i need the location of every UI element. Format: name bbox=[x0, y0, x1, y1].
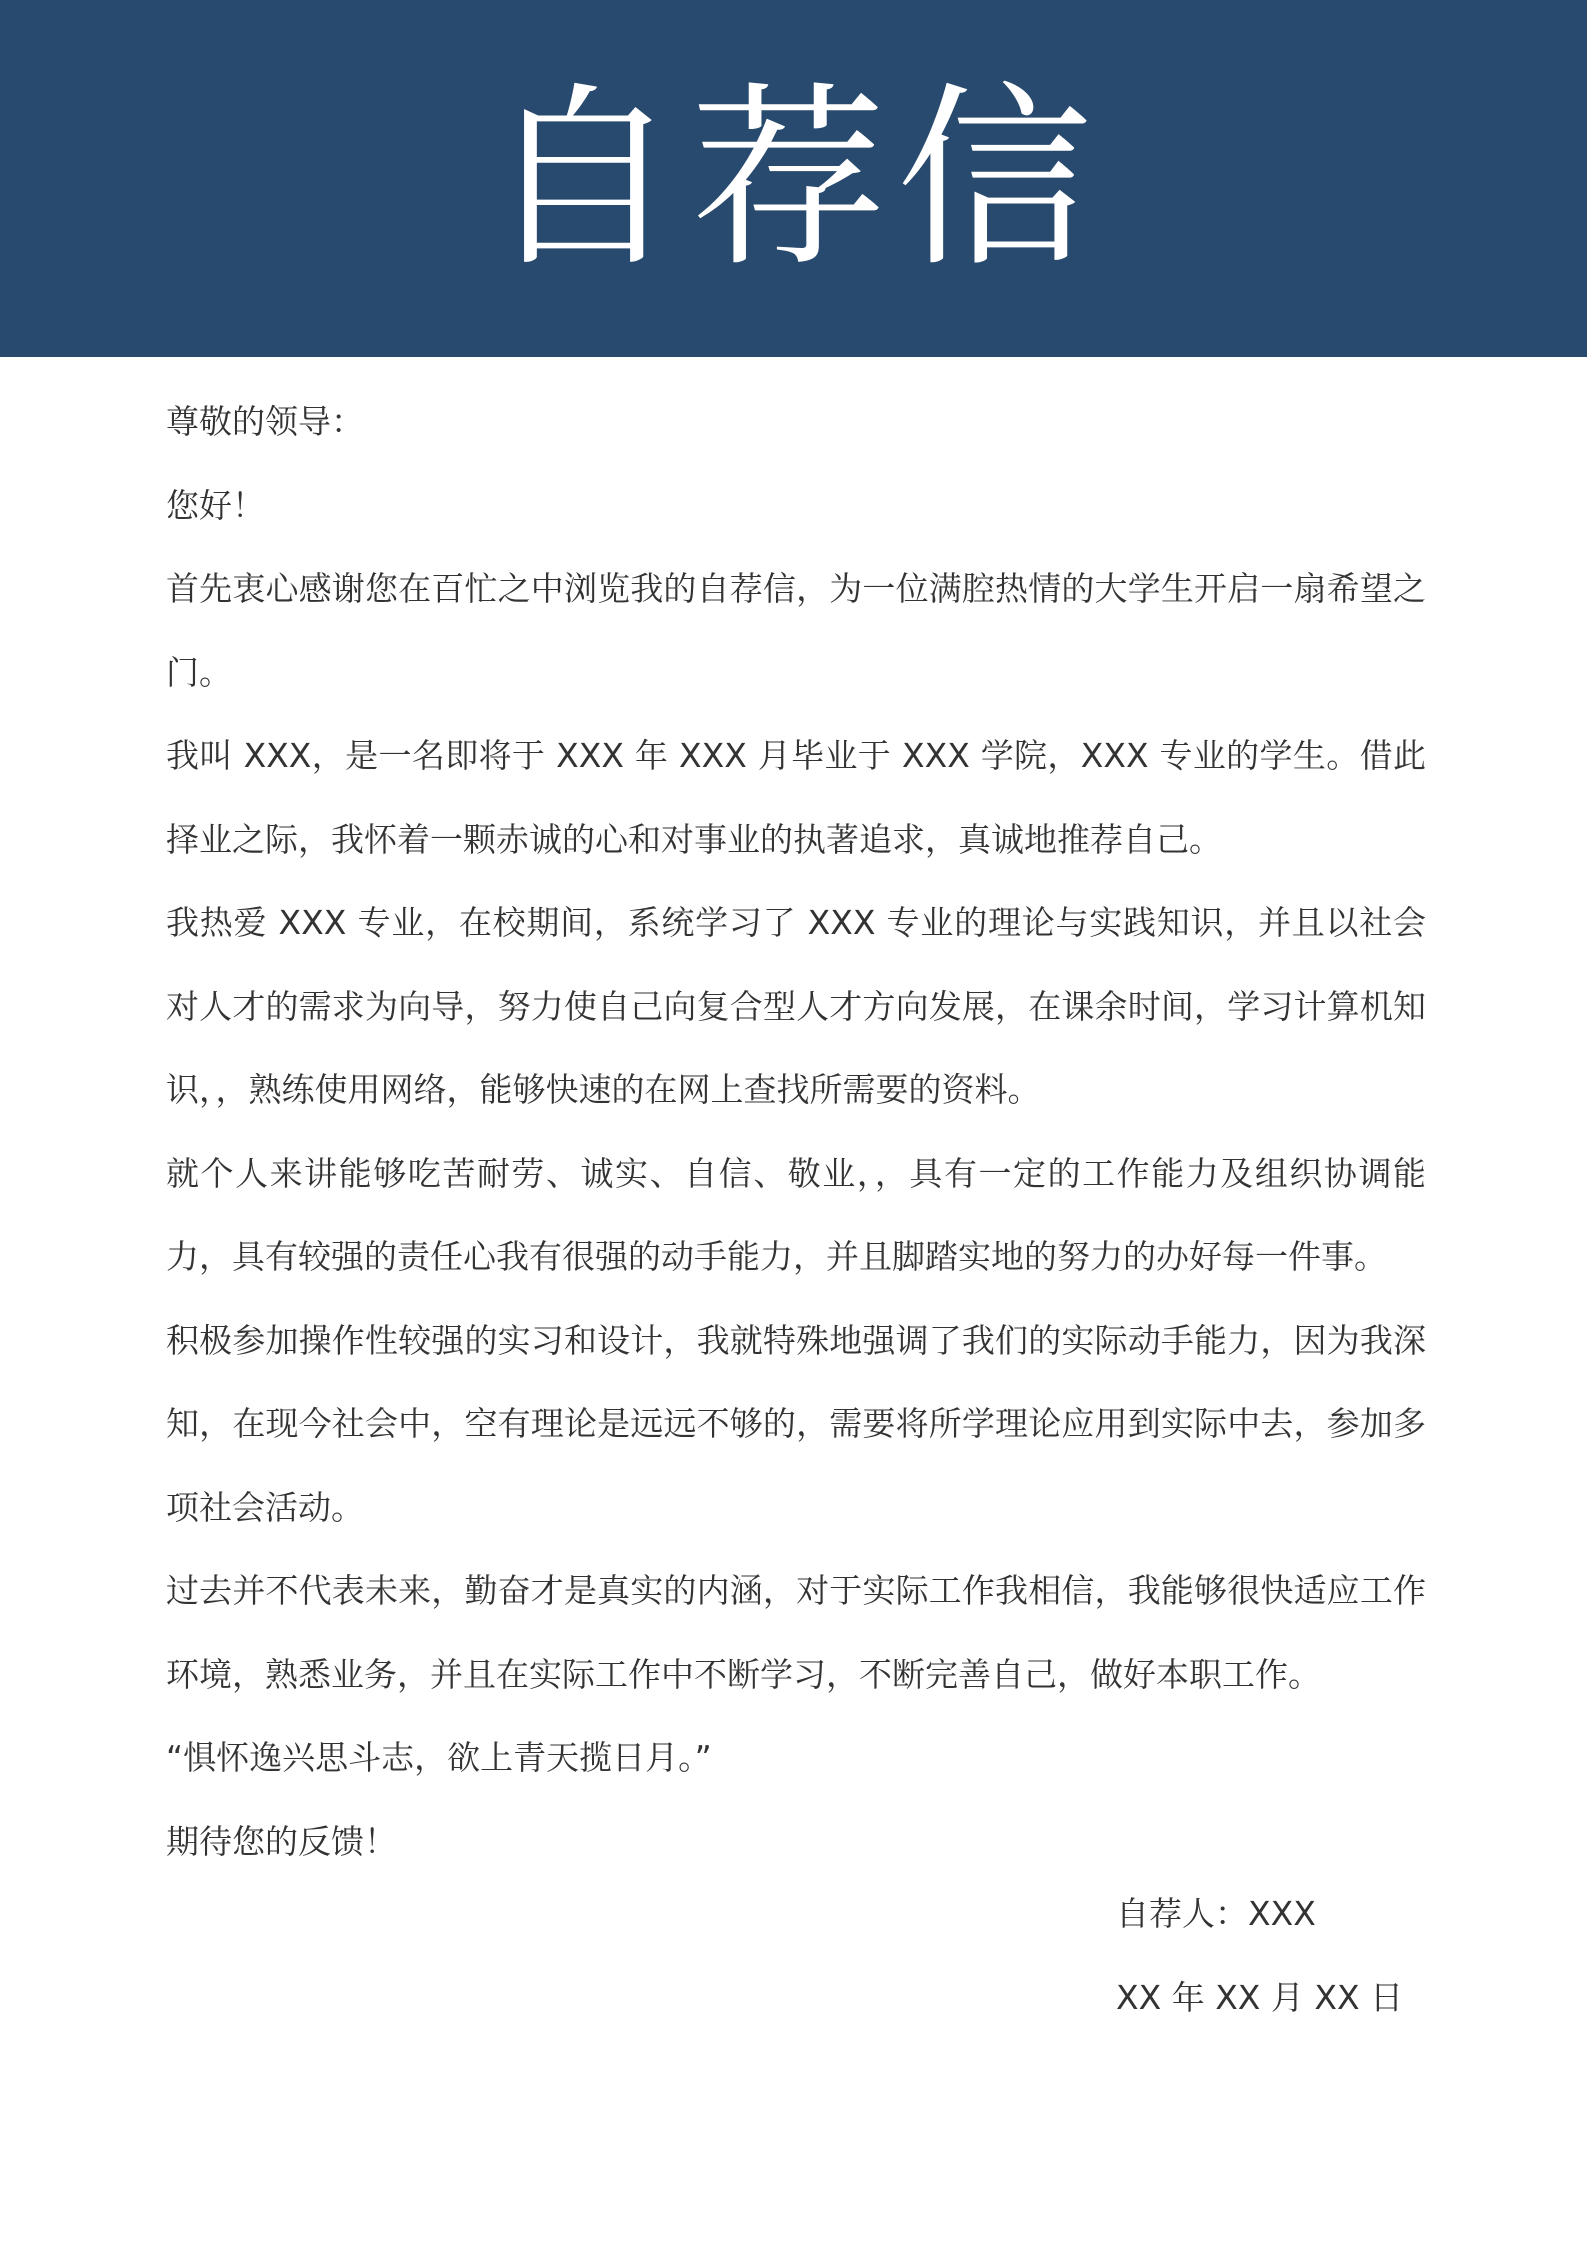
paragraph-self-introduction: 我叫 XXX，是一名即将于 XXX 年 XXX 月毕业于 XXX 学院，XXX 专业的学生。借此择业之际，我怀着一颗赤诚的心和对事业的执著追求，真诚地推荐自己。 bbox=[166, 736, 1426, 859]
letter-body bbox=[166, 380, 1426, 1883]
header-band bbox=[0, 0, 1587, 357]
signature-date: XX 年 XX 月 XX 日 bbox=[1116, 1977, 1404, 2017]
paragraph-practice: 积极参加操作性较强的实习和设计，我就特殊地强调了我们的实际动手能力，因为我深知，在现今社会中，空有理论是远远不够的，需要将所学理论应用到实际中去，参加多项社会活动。 bbox=[166, 1320, 1426, 1527]
signer-name: 自荐人：XXX bbox=[1116, 1894, 1316, 1933]
salutation: 尊敬的领导： bbox=[166, 402, 364, 441]
greeting: 您好！ bbox=[166, 485, 265, 525]
signature-block bbox=[1116, 1872, 1403, 2039]
paragraph-future: 过去并不代表未来，勤奋才是真实的内涵，对于实际工作我相信，我能够很快适应工作环境，熟悉业务，并且在实际工作中不断学习，不断完善自己，做好本职工作。 bbox=[166, 1571, 1426, 1694]
paragraph-personal-qualities: 就个人来讲能够吃苦耐劳、诚实、自信、敬业，，具有一定的工作能力及组织协调能力，具有较强的责任心我有很强的动手能力，并且脚踏实地的努力的办好每一件事。 bbox=[166, 1153, 1426, 1276]
page-title: 自荐信 bbox=[484, 66, 1103, 294]
paragraph-major: 我热爱 XXX 专业，在校期间，系统学习了 XXX 专业的理论与实践知识，并且以社会对人才的需求为向导，努力使自己向复合型人才方向发展，在课余时间，学习计算机知识，，熟练使用网络，能够快速的在网上查找所需要的资料。 bbox=[166, 903, 1426, 1109]
quote: “惧怀逸兴思斗志，欲上青天揽日月。” bbox=[166, 1738, 712, 1777]
closing: 期待您的反馈！ bbox=[166, 1821, 397, 1861]
paragraph-intro: 首先衷心感谢您在百忙之中浏览我的自荐信，为一位满腔热情的大学生开启一扇希望之门。 bbox=[166, 569, 1426, 692]
